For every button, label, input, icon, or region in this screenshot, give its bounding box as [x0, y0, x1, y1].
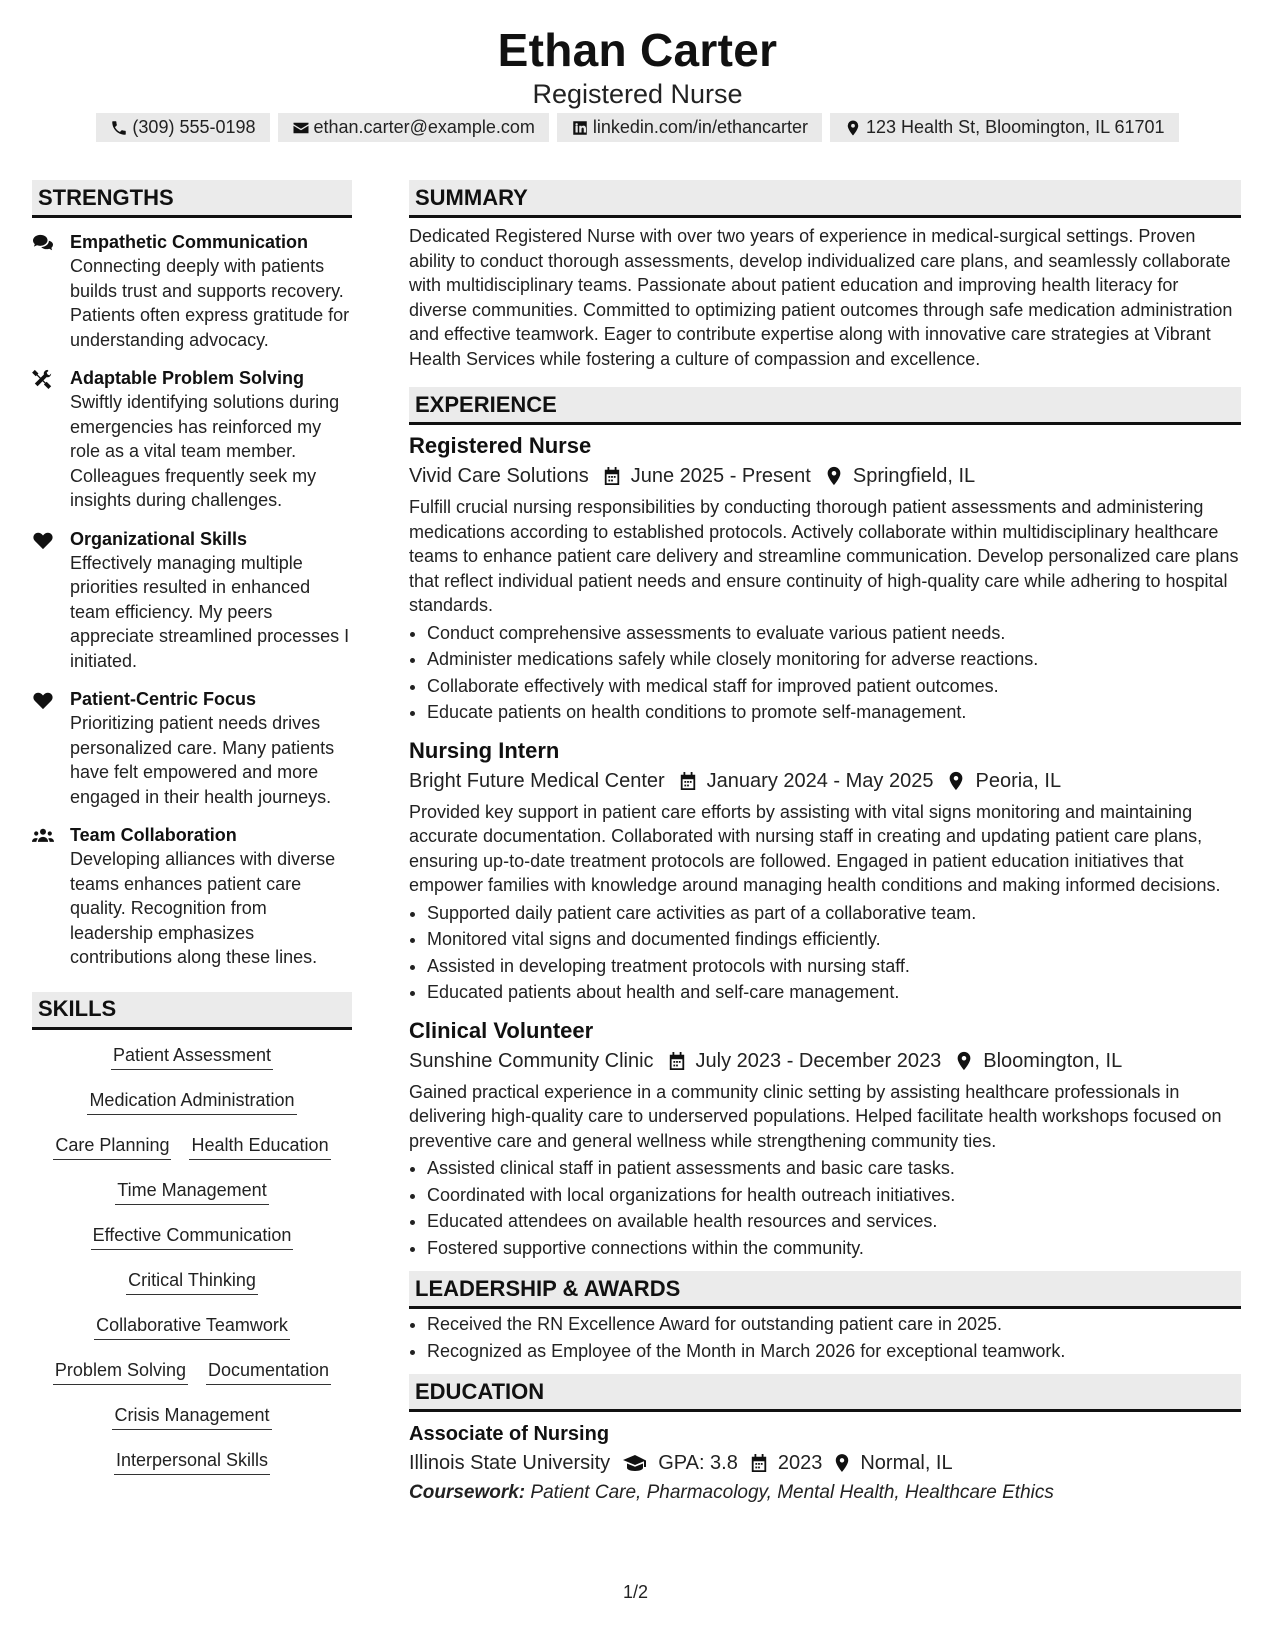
skill-tag: Health Education: [189, 1134, 330, 1160]
degree-title: Associate of Nursing: [409, 1423, 610, 1445]
address-chip: [830, 113, 1179, 142]
job-entry: [409, 1016, 1241, 1262]
job-entry: [409, 431, 1241, 726]
heart-icon: [32, 690, 54, 710]
calendar-icon: [668, 1051, 686, 1071]
job-company: Bright Future Medical Center: [409, 769, 665, 792]
candidate-name: Ethan Carter: [497, 24, 778, 76]
job-dates: January 2024 - May 2025: [706, 769, 934, 792]
gpa-text: GPA: 3.8: [658, 1452, 738, 1474]
coursework-text: Patient Care, Pharmacology, Mental Health, Healthcare Ethics: [530, 1482, 1054, 1503]
strength-item: [32, 823, 352, 970]
job-description: Provided key support in patient care efforts by assisting with vital signs monitoring and maintaining accurate documentation. Collaborated with nursing staff in creating and updating patient care plans, ensuring up-to-date treatment protocols are followed. Engaged in patient education initiatives that empower families with knowledge around managing health conditions and making informed decisions.: [409, 801, 1221, 895]
strength-title: Team Collaboration: [70, 825, 237, 845]
coursework-label: Coursework:: [409, 1482, 526, 1503]
job-bullet: • Assisted in developing treatment protocols with nursing staff.: [427, 953, 1241, 980]
job-bullet: • Monitored vital signs and documented findings efficiently.: [427, 926, 1241, 953]
skill-tag: Time Management: [115, 1179, 268, 1205]
phone-text: (309) 555-0198: [132, 117, 256, 137]
job-bullet: • Assisted clinical staff in patient assessments and basic care tasks.: [427, 1155, 1241, 1182]
strength-item: [32, 230, 352, 352]
skill-tag: Patient Assessment: [111, 1044, 273, 1070]
calendar-icon: [679, 771, 697, 791]
strength-desc: Effectively managing multiple priorities resulted in enhanced team efficiency. My peers appreciate streamlined processes I initiated.: [70, 552, 350, 671]
skill-tag: Medication Administration: [87, 1089, 296, 1115]
job-bullet: • Educated attendees on available health resources and services.: [427, 1208, 1241, 1235]
skill-tag: Collaborative Teamwork: [94, 1314, 290, 1340]
linkedin-icon: [571, 119, 589, 137]
job-bullet: • Educated patients about health and self-care management.: [427, 979, 1241, 1006]
linkedin-text: linkedin.com/in/ethancarter: [592, 117, 809, 137]
left-column: [32, 180, 352, 1494]
education-heading: EDUCATION: [409, 1374, 1241, 1412]
strength-item: [32, 527, 352, 674]
strength-title: Patient-Centric Focus: [70, 689, 257, 709]
job-meta: [409, 1046, 1241, 1076]
strength-desc: Developing alliances with diverse teams enhances patient care quality. Recognition from leadership emphasizes contributions along these lines.: [70, 849, 336, 967]
candidate-title: Registered Nurse: [532, 79, 743, 109]
job-meta: [409, 766, 1241, 796]
email-chip[interactable]: [278, 113, 549, 142]
strengths-heading: STRENGTHS: [32, 180, 352, 218]
education-location: Normal, IL: [860, 1452, 953, 1474]
job-bullet: • Supported daily patient care activities as part of a collaborative team.: [427, 900, 1241, 927]
skills-heading: SKILLS: [32, 992, 352, 1030]
skills-list: [32, 1044, 352, 1494]
map-pin-icon: [955, 1051, 973, 1071]
experience-heading: EXPERIENCE: [409, 387, 1241, 425]
job-description: Fulfill crucial nursing responsibilities by conducting thorough patient assessments and administering medications according to established protocols. Actively collaborate within multidisciplinary healthcare teams to enhance patient care delivery and streamline communication. Develop personalized care plans that reflect individual patient needs and ensure continuity of high-quality care while adhering to hospital standards.: [409, 497, 1239, 615]
summary-text: Dedicated Registered Nurse with over two years of experience in medical-surgical settings. Proven ability to conduct thorough assessments, develop individualized care plans, and seamlessly collaborate with multidisciplinary teams. Passionate about patient education and improving health literacy for diverse communities. Committed to optimizing patient outcomes through safe medication administration and effective teamwork. Eager to contribute expertise along with innovative care strategies at Vibrant Health Services while fostering a culture of compassion and excellence.: [409, 226, 1233, 369]
job-dates: June 2025 - Present: [630, 465, 811, 487]
strength-item: [32, 366, 352, 513]
skill-tag: Care Planning: [53, 1134, 171, 1160]
leadership-heading: LEADERSHIP & AWARDS: [409, 1271, 1241, 1309]
strength-desc: Connecting deeply with patients builds trust and supports recovery. Patients often express gratitude for understanding advocacy.: [70, 256, 350, 350]
strength-desc: Prioritizing patient needs drives personalized care. Many patients have felt empowered and more engaged in their health journeys.: [70, 713, 335, 807]
contact-bar: [0, 113, 1275, 142]
job-bullet: • Coordinated with local organizations for health outreach initiatives.: [427, 1182, 1241, 1209]
awards-list: [409, 1311, 1241, 1364]
page-number: 1/2: [623, 1582, 649, 1602]
skill-tag: Documentation: [206, 1359, 331, 1385]
job-company: Sunshine Community Clinic: [409, 1049, 654, 1072]
summary-heading: SUMMARY: [409, 180, 1241, 218]
linkedin-chip[interactable]: [557, 113, 822, 142]
graduation-year: 2023: [777, 1452, 823, 1474]
heart-icon: [32, 530, 54, 550]
job-bullet: • Collaborate effectively with medical staff for improved patient outcomes.: [427, 673, 1241, 700]
job-meta: [409, 461, 1241, 491]
phone-chip[interactable]: [96, 113, 269, 142]
map-pin-icon: [844, 119, 862, 137]
job-entry: [409, 736, 1241, 1006]
job-dates: July 2023 - December 2023: [695, 1049, 942, 1072]
award-item: • Received the RN Excellence Award for outstanding patient care in 2025.: [427, 1311, 1241, 1338]
job-bullet: • Fostered supportive connections within the community.: [427, 1235, 1241, 1262]
strength-title: Organizational Skills: [70, 528, 248, 549]
users-icon: [32, 826, 54, 846]
education-meta: [409, 1448, 1241, 1478]
right-column: [409, 180, 1241, 1508]
job-location: Springfield, IL: [852, 465, 976, 487]
award-item: • Recognized as Employee of the Month in March 2026 for exceptional teamwork.: [427, 1338, 1241, 1365]
skill-tag: Effective Communication: [91, 1224, 294, 1250]
tools-icon: [32, 369, 54, 389]
envelope-icon: [292, 119, 310, 137]
job-company: Vivid Care Solutions: [409, 465, 589, 487]
email-text: ethan.carter@example.com: [313, 117, 535, 137]
strengths-list: [32, 230, 352, 970]
job-bullets: [409, 900, 1241, 1006]
map-pin-icon: [825, 466, 843, 486]
job-title: Clinical Volunteer: [409, 1017, 594, 1043]
job-title: Registered Nurse: [409, 433, 592, 458]
job-description: Gained practical experience in a community clinic setting by assisting healthcare professionals in delivering high-quality care to underserved populations. Helped facilitate health workshops focused on preventive care and general wellness while strengthening community ties.: [409, 1081, 1222, 1151]
job-title: Nursing Intern: [409, 737, 560, 763]
strength-title: Adaptable Problem Solving: [70, 368, 305, 388]
skill-tag: Crisis Management: [112, 1404, 271, 1430]
strength-title: Empathetic Communication: [70, 232, 309, 252]
job-location: Peoria, IL: [975, 769, 1062, 792]
graduation-cap-icon: [622, 1453, 648, 1473]
resume-header: [0, 22, 1275, 110]
calendar-icon: [603, 466, 621, 486]
comments-icon: [32, 233, 54, 253]
strength-item: [32, 687, 352, 809]
address-text: 123 Health St, Bloomington, IL 61701: [866, 117, 1165, 137]
coursework-line: [409, 1478, 1241, 1508]
job-bullets: [409, 620, 1241, 726]
job-bullets: [409, 1155, 1241, 1261]
skill-tag: Interpersonal Skills: [114, 1449, 270, 1475]
phone-icon: [110, 119, 128, 137]
skill-tag: Critical Thinking: [126, 1269, 258, 1295]
job-bullet: • Administer medications safely while closely monitoring for adverse reactions.: [427, 646, 1241, 673]
map-pin-icon: [947, 771, 965, 791]
school-name: Illinois State University: [409, 1452, 611, 1474]
skill-tag: Problem Solving: [53, 1359, 188, 1385]
map-pin-icon: [834, 1453, 850, 1473]
job-location: Bloomington, IL: [983, 1049, 1123, 1072]
job-bullet: • Conduct comprehensive assessments to evaluate various patient needs.: [427, 620, 1241, 647]
job-bullet: • Educate patients on health conditions to promote self-management.: [427, 699, 1241, 726]
calendar-icon: [750, 1453, 768, 1473]
strength-desc: Swiftly identifying solutions during emergencies has reinforced my role as a vital team member. Colleagues frequently seek my insights during challenges.: [70, 392, 340, 510]
